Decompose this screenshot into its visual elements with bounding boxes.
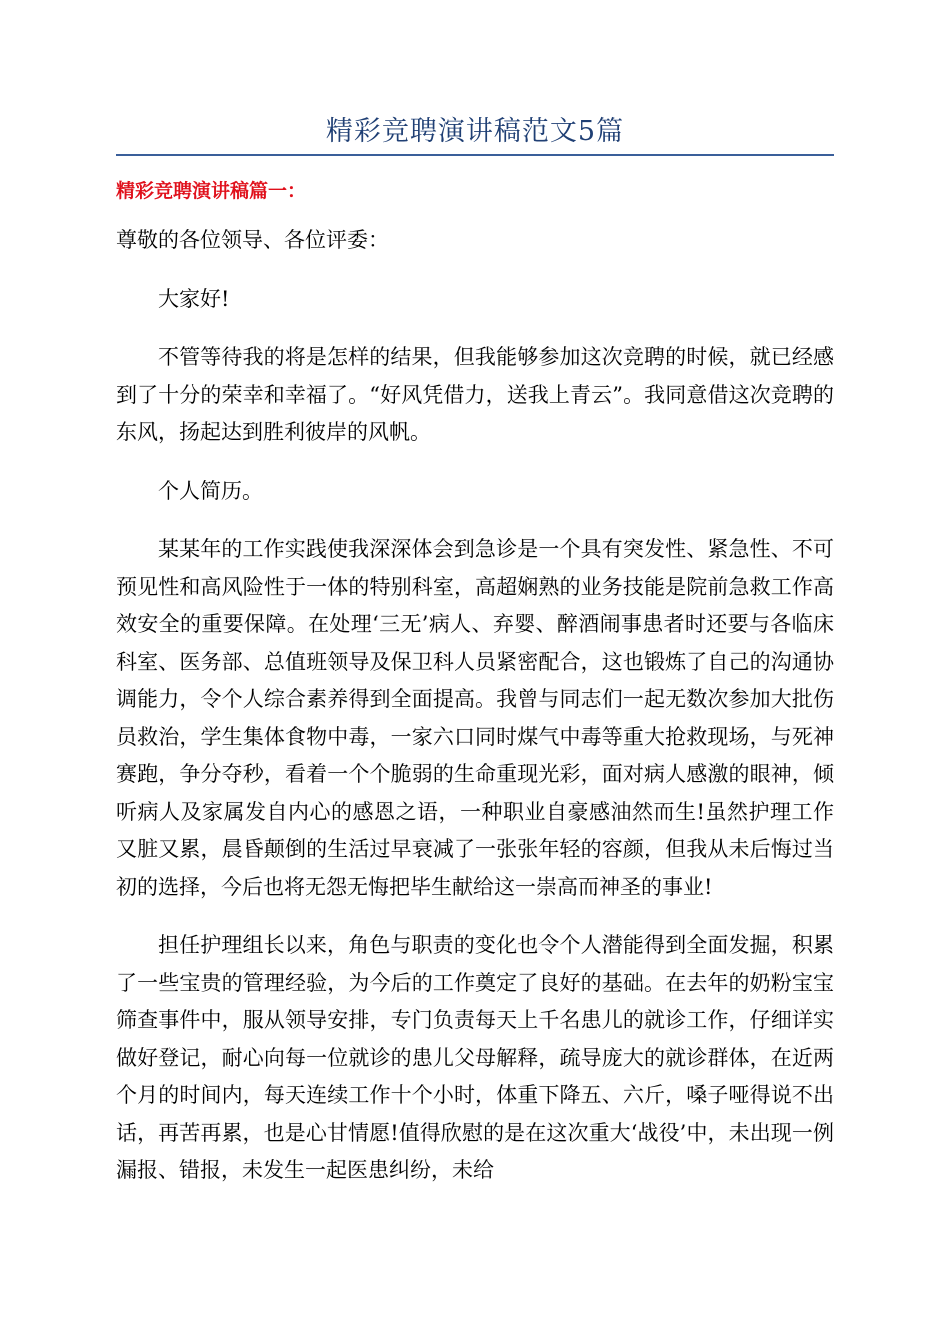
paragraph-greeting: 大家好! — [158, 286, 230, 311]
title-underline — [116, 154, 834, 156]
paragraph-resume-label: 个人简历。 — [158, 478, 263, 503]
body-text — [116, 222, 834, 1211]
document-title: 精彩竞聘演讲稿范文5篇 — [325, 116, 625, 147]
paragraph-leadership: 担任护理组长以来，角色与职责的变化也令个人潜能得到全面发掘，积累了一些宝贵的管理经验，为今后的工作奠定了良好的基础。在去年的奶粉宝宝筛查事件中，服从领导安排，专门负责每天上千名患儿的就诊工作，仔细详实做好登记，耐心向每一位就诊的患儿父母解释，疏导庞大的就诊群体，在近两个月的时间内，每天连续工作十个小时，体重下降五、六斤，嗓子哑得说不出话，再苦再累，也是心甘情愿!值得欣慰的是在这次重大‘战役’中，未出现一例漏报、错报，未发生一起医患纠纷，未给 — [116, 933, 834, 1182]
paragraph-experience: 某某年的工作实践使我深深体会到急诊是一个具有突发性、紧急性、不可预见性和高风险性于一体的特别科室，高超娴熟的业务技能是院前急救工作高效安全的重要保障。在处理‘三无’病人、弃婴、醉酒闹事患者时还要与各临床科室、医务部、总值班领导及保卫科人员紧密配合，这也锻炼了自己的沟通协调能力，令个人综合素养得到全面提高。我曾与同志们一起无数次参加大批伤员救治，学生集体食物中毒，一家六口同时煤气中毒等重大抢救现场，与死神赛跑，争分夺秒，看着一个个脆弱的生命重现光彩，面对病人感激的眼神，倾听病人及家属发自内心的感恩之语，一种职业自豪感油然而生!虽然护理工作又脏又累，晨昏颠倒的生活过早衰减了一张张年轻的容颜，但我从未后悔过当初的选择，今后也将无怨无悔把毕生献给这一崇高而神圣的事业! — [116, 537, 834, 899]
salutation: 尊敬的各位领导、各位评委： — [116, 228, 389, 252]
paragraph-opening: 不管等待我的将是怎样的结果，但我能够参加这次竞聘的时候，就已经感到了十分的荣幸和幸福了。“好风凭借力，送我上青云”。我同意借这次竞聘的东风，扬起达到胜利彼岸的风帆。 — [116, 345, 834, 444]
section-heading: 精彩竞聘演讲稿篇一： — [116, 180, 307, 202]
